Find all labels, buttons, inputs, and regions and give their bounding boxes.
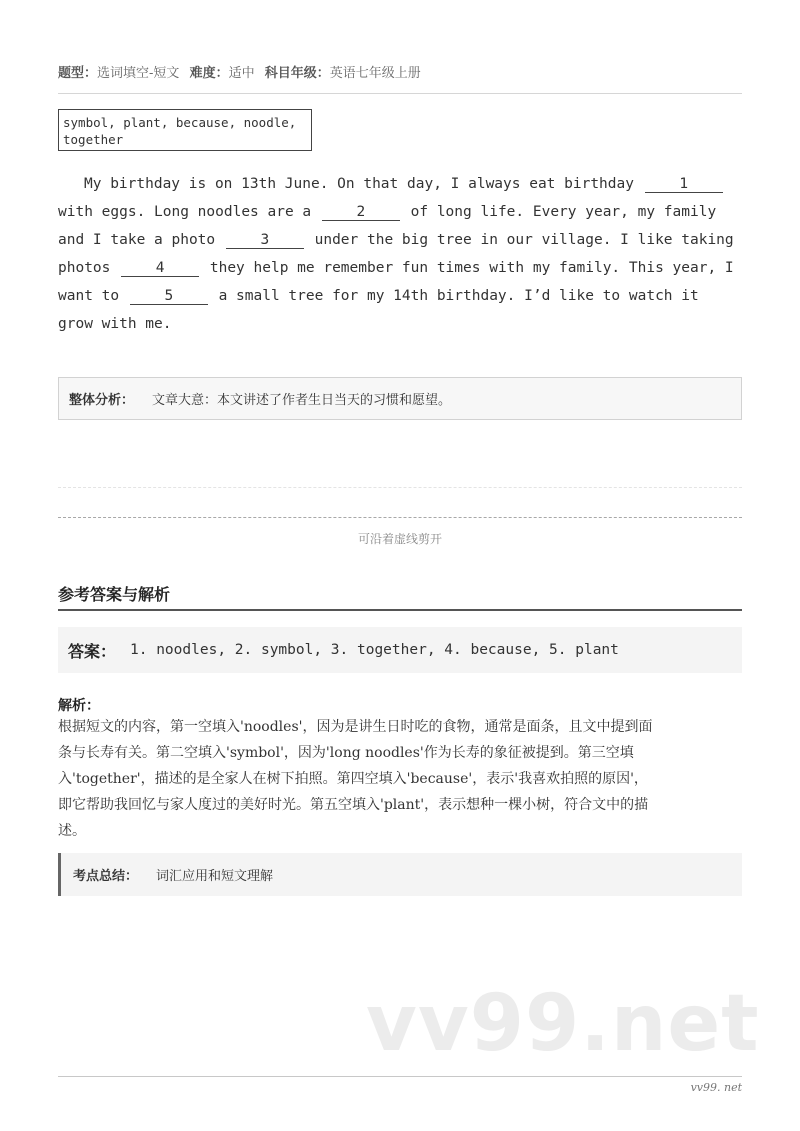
dashed-line-light: [58, 487, 742, 488]
passage-line-4: photos 4 they help me remember fun times with my family. This year, I: [58, 260, 734, 276]
blank-1: 1: [645, 176, 723, 193]
grade-label: 科目年级：: [264, 66, 330, 81]
explanation-line: 即它帮助我回忆与家人度过的美好时光。第五空填入'plant'，表示想种一棵小树，符合文中的描: [58, 797, 649, 813]
overall-analysis-box: [58, 377, 742, 420]
answer-box: [58, 627, 742, 673]
explanation-line: 根据短文的内容，第一空填入'noodles'，因为是讲生日时吃的食物，通常是面条，且文中提到面: [58, 719, 653, 735]
blank-3: 3: [226, 232, 304, 249]
answer-label: 答案：: [68, 641, 117, 661]
passage-line-1: My birthday is on 13th June. On that day, I always eat birthday 1: [58, 170, 748, 198]
explanation-label: 解析：: [58, 698, 100, 714]
difficulty-value: 适中: [228, 66, 255, 81]
passage-line-6: grow with me.: [58, 316, 172, 332]
blank-5: 5: [130, 288, 208, 305]
key-points-label: 考点总结：: [73, 869, 139, 884]
difficulty-label: 难度：: [189, 66, 229, 81]
key-points-text: 词汇应用和短文理解: [156, 869, 274, 884]
overall-analysis-text: 文章大意：本文讲述了作者生日当天的习惯和愿望。: [152, 393, 452, 408]
explanation-line: 条与长寿有关。第二空填入'symbol'，因为'long noodles'作为长寿的象征被提到。第三空填: [58, 745, 634, 761]
passage-line-2: with eggs. Long noodles are a 2 of long life. Every year, my family: [58, 204, 717, 220]
passage: [58, 170, 748, 338]
passage-line-5: want to 5 a small tree for my 14th birthday. I’d like to watch it: [58, 288, 699, 304]
answer-section-divider: [58, 609, 742, 611]
cut-dashed-line: [58, 517, 742, 518]
explanation-text: [58, 714, 748, 844]
key-points-box: [58, 853, 742, 896]
explanation-line: 述。: [58, 823, 86, 839]
header-divider: [58, 93, 742, 94]
type-value: 选词填空-短文: [97, 66, 180, 81]
blank-4: 4: [121, 260, 199, 277]
passage-line-3: and I take a photo 3 under the big tree in our village. I like taking: [58, 232, 734, 248]
explanation-line: 入'together'，描述的是全家人在树下拍照。第四空填入'because'，表示'我喜欢拍照的原因'，: [58, 771, 648, 787]
answer-section-title: 参考答案与解析: [58, 585, 171, 604]
footer-divider: [58, 1076, 742, 1077]
grade-value: 英语七年级上册: [329, 66, 421, 81]
cut-label: 可沿着虚线剪开: [357, 532, 442, 546]
type-label: 题型：: [58, 66, 98, 81]
blank-2: 2: [322, 204, 400, 221]
question-meta: [58, 62, 421, 81]
watermark: vv99.net: [366, 979, 760, 1069]
word-bank-line-2: together: [63, 132, 124, 147]
overall-analysis-label: 整体分析：: [69, 393, 135, 408]
answer-text: 1. noodles, 2. symbol, 3. together, 4. because, 5. plant: [130, 642, 619, 658]
word-bank-line-1: symbol, plant, because, noodle,: [63, 115, 297, 130]
footer-site: vv99. net: [690, 1081, 742, 1094]
word-bank-box: [58, 109, 312, 151]
